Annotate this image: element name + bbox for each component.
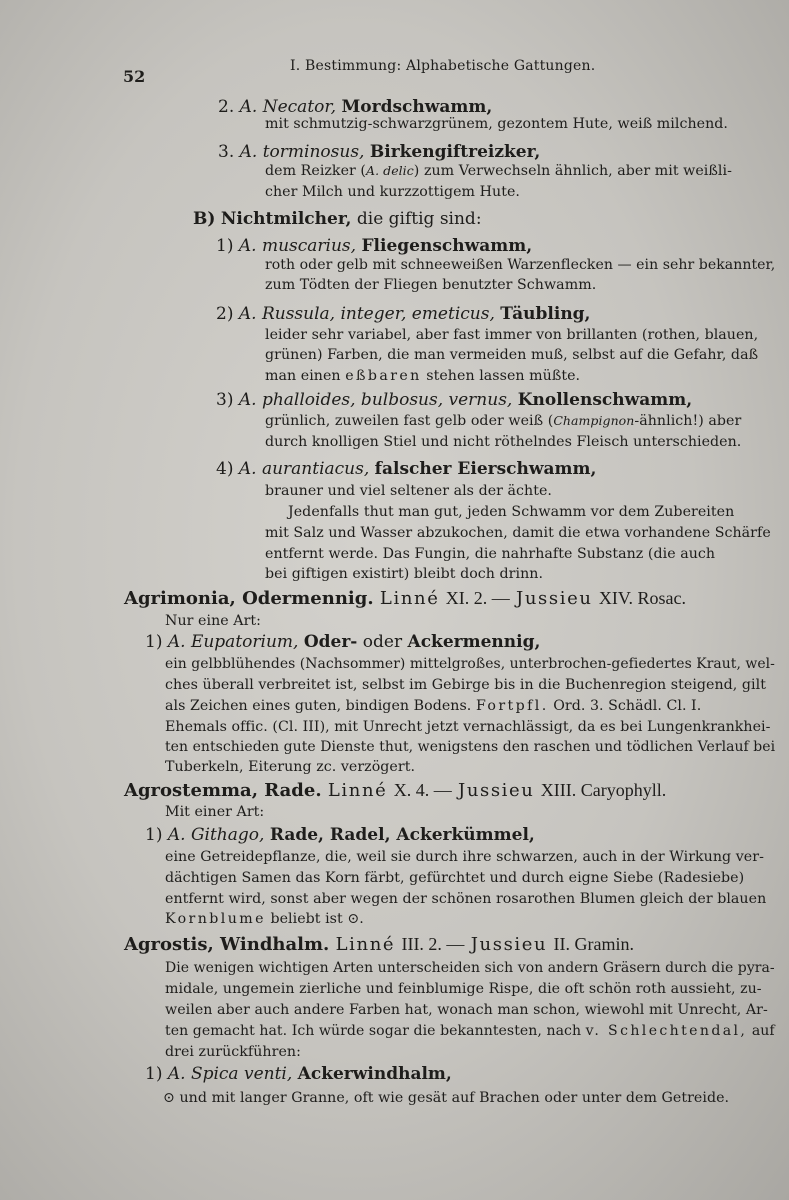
genus-common-name: Windhalm. bbox=[220, 934, 330, 955]
entry-torminosus bbox=[218, 144, 540, 161]
description-line: ⊙ und mit langer Granne, oft wie gesät auf Brachen oder unter dem Getreide. bbox=[163, 1090, 730, 1106]
description-line: dächtigen Samen das Korn färbt, gefürchtet und durch eigne Siebe (Radesiebe) bbox=[165, 870, 745, 886]
genus-heading-agrostemma: Agrostemma, Rade. Linné X. 4. — Jussieu XIII. Caryophyll. bbox=[124, 780, 667, 801]
description-line: weilen aber auch andere Farben hat, wonach man schon, wiewohl mit Unrecht, Ar- bbox=[165, 1002, 768, 1018]
description-line: durch knolligen Stiel und nicht röthelndes Fleisch unterschieden. bbox=[265, 434, 742, 450]
description-line: eine Getreidepflanze, die, weil sie durch ihre schwarzen, auch in der Wirkung ver- bbox=[165, 849, 764, 865]
genus-name: Agrostis, bbox=[124, 934, 214, 955]
item-number: 3) bbox=[216, 390, 234, 410]
paragraph-line: bei giftigen existirt) bleibt doch drinn. bbox=[265, 566, 544, 582]
description-line: roth oder gelb mit schneeweißen Warzenflecken — ein sehr bekannter, bbox=[265, 257, 776, 273]
common-name: Knollenschwamm, bbox=[517, 390, 693, 410]
item-number: 4) bbox=[216, 459, 234, 479]
entry-muscarius bbox=[216, 238, 532, 255]
species-name: A. torminosus, bbox=[239, 142, 365, 162]
running-title: I. Bestimmung: Alphabetische Gattungen. bbox=[290, 58, 596, 74]
common-name: Mordschwamm, bbox=[341, 97, 493, 117]
paragraph-line: mit Salz und Wasser abzukochen, damit die etwa vorhandene Schärfe bbox=[265, 525, 771, 541]
item-number: 1) bbox=[145, 1064, 163, 1084]
common-name: falscher Eierschwamm, bbox=[374, 459, 597, 479]
entry-githago bbox=[145, 827, 535, 844]
description-line: grünlich, zuweilen fast gelb oder weiß (Champignon-ähnlich!) aber bbox=[265, 413, 742, 429]
species-name: A. Spica venti, bbox=[167, 1064, 293, 1084]
common-name: Rade, Radel, Ackerkümmel, bbox=[269, 825, 535, 845]
description-line: drei zurückführen: bbox=[165, 1044, 301, 1060]
genus-heading-agrostis: Agrostis, Windhalm. Linné III. 2. — Jussieu II. Gramin. bbox=[124, 934, 634, 955]
description-line: ein gelbblühendes (Nachsommer) mittelgroßes, unterbrochen-gefiedertes Kraut, wel- bbox=[165, 656, 775, 672]
item-number: 1) bbox=[145, 825, 163, 845]
entry-phalloides bbox=[216, 392, 692, 409]
species-name: A. muscarius, bbox=[238, 236, 357, 256]
description-line: dem Reizker (A. delic) zum Verwechseln ähnlich, aber mit weißli- bbox=[265, 163, 732, 179]
description-line: ten gemacht hat. Ich würde sogar die bekanntesten, nach v. Schlechtendal, auf bbox=[165, 1023, 775, 1039]
entry-spica-venti bbox=[145, 1066, 452, 1083]
common-name: Birkengiftreizker, bbox=[369, 142, 541, 162]
description-line: Tuberkeln, Eiterung zc. verzögert. bbox=[165, 759, 416, 775]
description-line: grünen) Farben, die man vermeiden muß, selbst auf die Gefahr, daß bbox=[265, 347, 759, 363]
species-name: A. Githago, bbox=[167, 825, 265, 845]
description-line: brauner und viel seltener als der ächte. bbox=[265, 483, 552, 499]
species-name: A. aurantiacus, bbox=[238, 459, 370, 479]
description-line: Kornblume beliebt ist ⊙. bbox=[165, 911, 364, 927]
page-number: 52 bbox=[123, 67, 146, 86]
description-line: mit schmutzig-schwarzgrünem, gezontem Hute, weiß milchend. bbox=[265, 116, 728, 132]
species-count-note: Mit einer Art: bbox=[165, 804, 265, 820]
species-name: A. Russula, integer, emeticus, bbox=[238, 304, 495, 324]
description-line: Ehemals offic. (Cl. III), mit Unrecht jetzt vernachlässigt, da es bei Lungenkrankhei- bbox=[165, 719, 771, 735]
item-number: 1) bbox=[145, 632, 163, 652]
entry-eupatorium: 1) A. Eupatorium, Oder- oder Ackermennig, bbox=[145, 632, 541, 652]
common-name: Fliegenschwamm, bbox=[361, 236, 533, 256]
entry-russula bbox=[216, 306, 590, 323]
paragraph-line: Jedenfalls thut man gut, jeden Schwamm vor dem Zubereiten bbox=[288, 504, 735, 520]
genus-common-name: Odermennig. bbox=[242, 588, 374, 609]
species-name: A. phalloides, bulbosus, vernus, bbox=[238, 390, 513, 410]
description-line: entfernt wird, sonst aber wegen der schönen rosarothen Blumen gleich der blauen bbox=[165, 891, 767, 907]
description-line: Die wenigen wichtigen Arten unterscheiden sich von andern Gräsern durch die pyra- bbox=[165, 960, 775, 976]
genus-name: Agrostemma, bbox=[124, 780, 258, 801]
item-number: 2) bbox=[216, 304, 234, 324]
paragraph-line: entfernt werde. Das Fungin, die nahrhafte Substanz (die auch bbox=[265, 546, 716, 562]
species-name: A. Necator, bbox=[239, 97, 337, 117]
description-line: zum Tödten der Fliegen benutzter Schwamm. bbox=[265, 277, 597, 293]
species-count-note: Nur eine Art: bbox=[165, 613, 261, 629]
entry-aurantiacus bbox=[216, 461, 596, 478]
section-b-heading: B) Nichtmilcher, die giftig sind: bbox=[193, 209, 482, 229]
item-number: 2. bbox=[218, 97, 235, 117]
genus-common-name: Rade. bbox=[264, 780, 322, 801]
description-line: midale, ungemein zierliche und feinblumige Rispe, die oft schön roth aussieht, zu- bbox=[165, 981, 762, 997]
species-name: A. Eupatorium, bbox=[167, 632, 299, 652]
genus-name: Agrimonia, bbox=[124, 588, 236, 609]
item-number: 1) bbox=[216, 236, 234, 256]
description-line: als Zeichen eines guten, bindigen Bodens. Fortpfl. Ord. 3. Schädl. Cl. I. bbox=[165, 698, 702, 714]
item-number: 3. bbox=[218, 142, 235, 162]
description-line: leider sehr variabel, aber fast immer von brillanten (rothen, blauen, bbox=[265, 327, 759, 343]
description-line: man einen eßbaren stehen lassen müßte. bbox=[265, 368, 581, 384]
description-line: ten entschieden gute Dienste thut, wenigstens den raschen und tödlichen Verlauf bei bbox=[165, 739, 776, 755]
common-name: Ackerwindhalm, bbox=[297, 1064, 452, 1084]
description-line: ches überall verbreitet ist, selbst im Gebirge bis in die Buchenregion steigend, gilt bbox=[165, 677, 766, 693]
common-name: Täubling, bbox=[500, 304, 591, 324]
genus-heading-agrimonia: Agrimonia, Odermennig. Linné XI. 2. — Jussieu XIV. Rosac. bbox=[124, 588, 686, 609]
description-line: cher Milch und kurzzottigem Hute. bbox=[265, 184, 520, 200]
entry-necator bbox=[218, 99, 492, 116]
